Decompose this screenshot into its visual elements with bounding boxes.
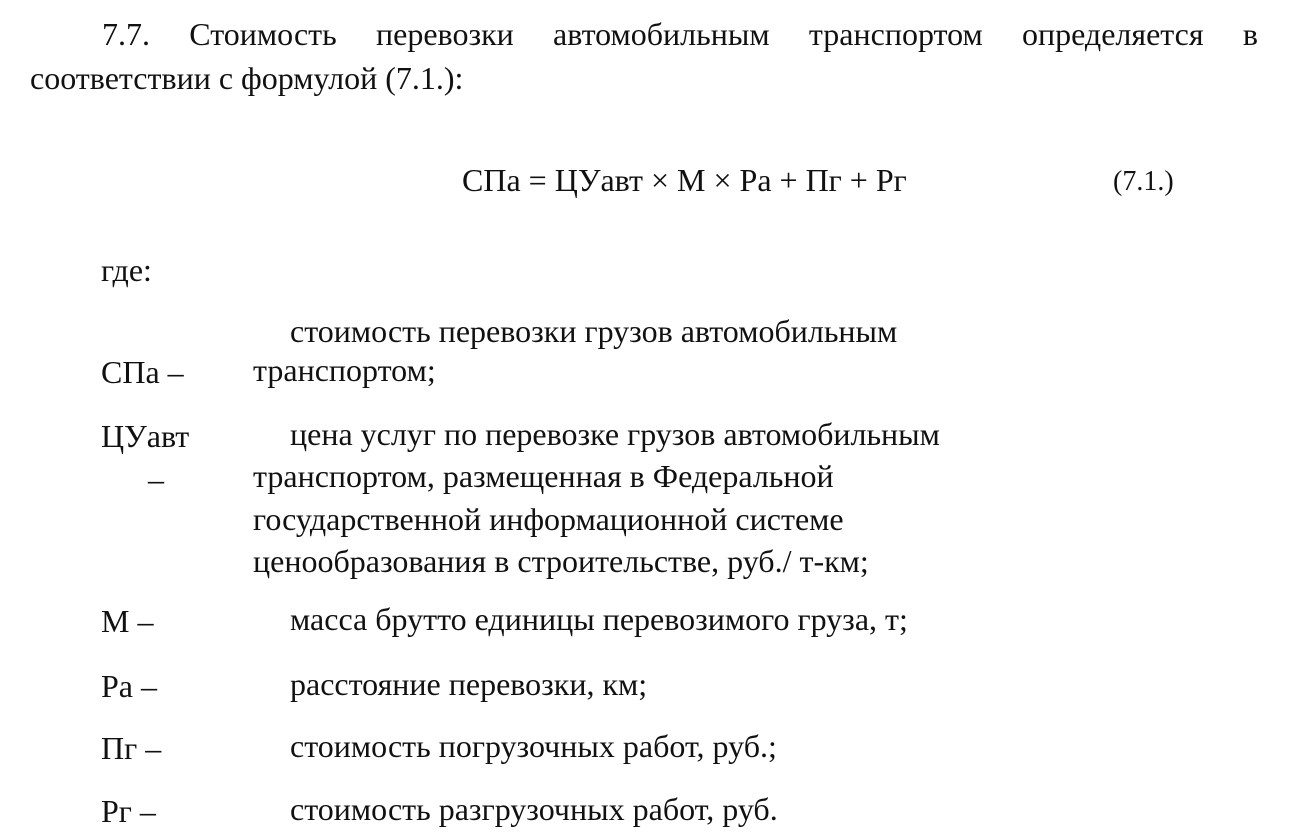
definition-term: Ра – <box>101 668 157 704</box>
definition-term: Рг – <box>101 793 156 829</box>
paragraph-line-2: соответствии с формулой (7.1.): <box>30 60 464 96</box>
definition-term: ЦУавт <box>101 418 190 454</box>
where-label: где: <box>101 252 152 288</box>
paragraph-line-1: 7.7. Стоимость перевозки автомобильным транспортом определяется в <box>102 16 1258 52</box>
definition-line: транспортом, размещенная в Федеральной <box>253 458 834 494</box>
formula-number: (7.1.) <box>1113 166 1174 197</box>
definition-line: масса брутто единицы перевозимого груза, т; <box>290 601 908 637</box>
formula-block <box>0 162 1295 202</box>
definition-line: стоимость перевозки грузов автомобильным <box>290 313 898 349</box>
definition-line: государственной информационной системе <box>253 501 844 537</box>
definition-term-dash: – <box>148 461 164 497</box>
definition-term: М – <box>101 603 154 639</box>
formula-expression: СПа = ЦУавт × М × Ра + Пг + Рг <box>462 162 907 198</box>
definition-line: ценообразования в строительстве, руб./ т-км; <box>253 543 869 579</box>
definition-line: стоимость погрузочных работ, руб.; <box>290 728 777 764</box>
definition-line: расстояние перевозки, км; <box>290 666 648 702</box>
definition-line: стоимость разгрузочных работ, руб. <box>290 791 778 827</box>
definition-term: СПа – <box>101 354 184 390</box>
definition-line: цена услуг по перевозке грузов автомобильным <box>290 416 940 452</box>
definition-term: Пг – <box>101 730 162 766</box>
definition-line: транспортом; <box>253 352 436 388</box>
